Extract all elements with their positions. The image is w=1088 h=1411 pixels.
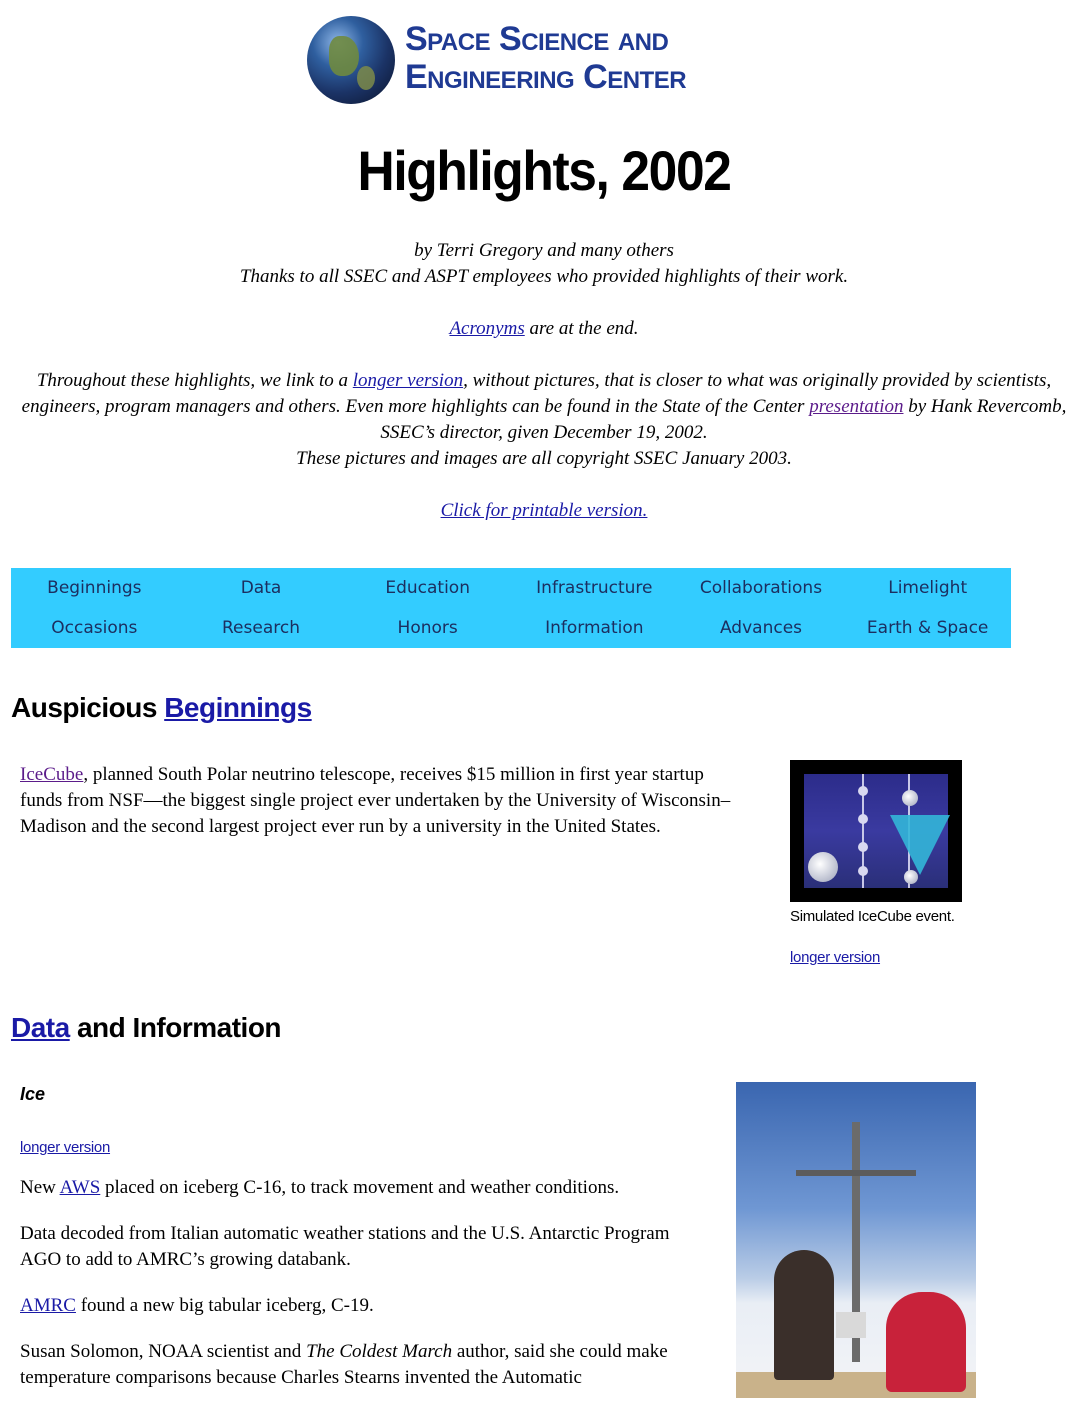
printable-version-link[interactable]: Click for printable version. <box>440 500 648 521</box>
aws-link[interactable]: AWS <box>59 1177 101 1198</box>
icecube-caption: Simulated IceCube event. <box>790 908 955 925</box>
amrc-link[interactable]: AMRC <box>20 1295 76 1316</box>
ice-paragraph-solomon <box>20 1339 710 1391</box>
logo-text <box>405 20 686 96</box>
aws-text-b: placed on iceberg C-16, to track movement and weather conditions. <box>100 1177 620 1198</box>
ssec-logo <box>305 14 785 110</box>
globe-icon <box>307 16 395 104</box>
icecube-link[interactable]: IceCube <box>20 764 84 785</box>
intro-paragraph <box>10 368 1078 472</box>
icecube-longer-version-link[interactable]: longer version <box>790 949 881 966</box>
nav-advances[interactable]: Advances <box>719 618 803 638</box>
icecube-paragraph <box>20 762 740 840</box>
nav-data[interactable]: Data <box>240 578 282 598</box>
icecube-image <box>790 760 962 902</box>
intro <box>10 238 1078 550</box>
nav-earth-space[interactable]: Earth & Space <box>866 618 989 638</box>
ice-content <box>20 1134 710 1411</box>
amrc-text: found a new big tabular iceberg, C-19. <box>75 1295 374 1316</box>
ice-subheading: Ice <box>20 1084 46 1104</box>
ice-paragraph-amrc <box>20 1293 710 1319</box>
book-title: The Coldest March <box>306 1341 453 1362</box>
byline: by Terri Gregory and many others <box>414 240 674 261</box>
thanks-text: Thanks to all SSEC and ASPT employees who provided highlights of their work. <box>239 266 849 287</box>
nav-occasions[interactable]: Occasions <box>51 618 138 638</box>
intro-credits <box>10 238 1078 290</box>
section-heading-data <box>11 1012 281 1044</box>
section-nav <box>11 568 1011 648</box>
aws-text-a: New <box>20 1177 60 1198</box>
beginnings-heading-link[interactable]: Beginnings <box>164 692 312 723</box>
nav-infrastructure[interactable]: Infrastructure <box>536 578 653 598</box>
data-heading-link[interactable]: Data <box>11 1012 70 1043</box>
nav-honors[interactable]: Honors <box>397 618 458 638</box>
weather-station-photo <box>736 1082 976 1398</box>
page-title: Highlights, 2002 <box>357 139 731 202</box>
logo-line-2: Engineering Center <box>405 58 687 96</box>
acronyms-note <box>10 316 1078 342</box>
nav-information[interactable]: Information <box>545 618 644 638</box>
printable-note <box>10 498 1078 524</box>
solomon-text-a: Susan Solomon, NOAA scientist and <box>20 1341 307 1362</box>
ice-paragraph-data: Data decoded from Italian automatic weather stations and the U.S. Antarctic Program AGO to add to AMRC’s growing databank. <box>20 1223 670 1270</box>
heading-prefix: Auspicious <box>11 692 165 723</box>
copyright-text: These pictures and images are all copyright SSEC January 2003. <box>296 448 792 469</box>
nav-education[interactable]: Education <box>385 578 470 598</box>
nav-limelight[interactable]: Limelight <box>888 578 968 598</box>
nav-collaborations[interactable]: Collaborations <box>699 578 823 598</box>
icecube-figure <box>790 760 990 967</box>
intro-text-c: by Hank Revercomb, SSEC’s director, given December 19, 2002. <box>380 396 1067 443</box>
logo-line-1: Space Science and <box>405 20 669 58</box>
nav-research[interactable]: Research <box>222 618 300 638</box>
intro-text-b: , without pictures, that is closer to what was originally provided by scientists, engineers, program managers and others. Even more highlights can be found in the State of the Center <box>21 370 1052 417</box>
ice-paragraph-aws <box>20 1175 710 1201</box>
heading-suffix: and Information <box>69 1012 282 1043</box>
icecube-text: , planned South Polar neutrino telescope, receives $15 million in first year startup funds from NSF—the biggest single project ever undertaken by the University of Wisconsin–Madison and the second largest project ever run by a university in the United States. <box>20 764 731 837</box>
nav-beginnings[interactable]: Beginnings <box>47 578 142 598</box>
acronyms-text: are at the end. <box>524 318 639 339</box>
intro-text-a: Throughout these highlights, we link to a <box>36 370 353 391</box>
longer-version-link[interactable]: longer version <box>352 370 464 391</box>
acronyms-link[interactable]: Acronyms <box>449 318 525 339</box>
ice-longer-version-link[interactable]: longer version <box>20 1139 111 1156</box>
presentation-link[interactable]: presentation <box>809 396 904 417</box>
solomon-text-b: author, said she could make temperature comparisons because Charles Stearns invented the Automatic <box>20 1341 668 1388</box>
section-heading-beginnings <box>11 692 312 724</box>
